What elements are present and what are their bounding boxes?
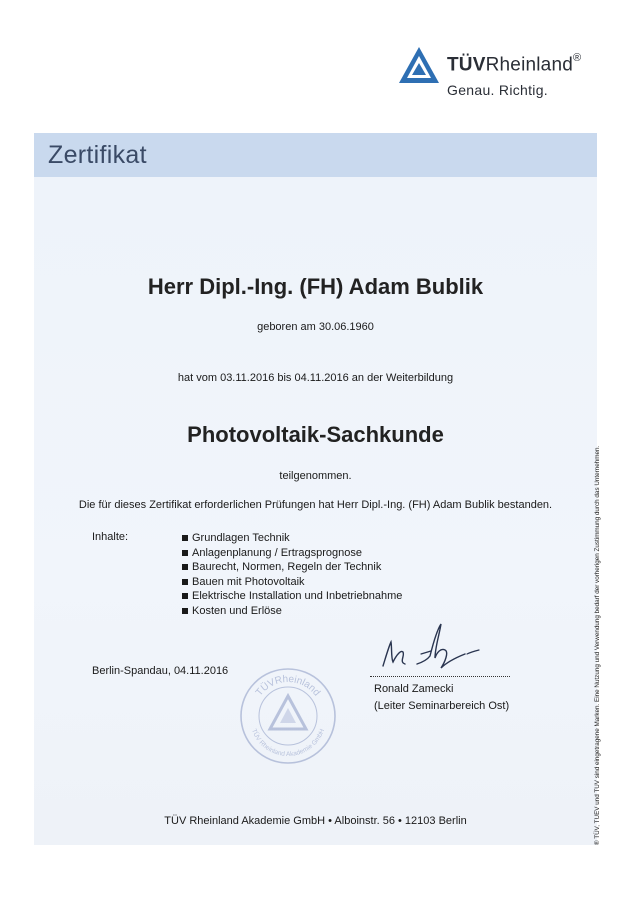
- trademark-note: ® TÜV, TUEV und TUV sind eingetragene Marken. Eine Nutzung und Verwendung bedarf der vorherigen Zustimmung durch das Unternehmen.: [594, 445, 601, 845]
- course-period: hat vom 03.11.2016 bis 04.11.2016 an der Weiterbildung: [177, 372, 454, 384]
- registered-mark: ®: [572, 52, 582, 64]
- brand-tagline: Genau. Richtig.: [447, 82, 548, 98]
- stamp-bottom-text: TÜV Rheinland Akademie GmbH: [249, 727, 327, 759]
- contents-label: Inhalte:: [92, 531, 129, 543]
- list-item: Anlagenplanung / Ertragsprognose: [182, 546, 402, 561]
- bullet-icon: [182, 535, 188, 541]
- bullet-icon: [182, 579, 188, 585]
- page-title: Zertifikat: [48, 141, 147, 169]
- participated-text: teilgenommen.: [279, 470, 352, 482]
- birth-date: geboren am 30.06.1960: [257, 321, 374, 333]
- tuv-logo: [398, 42, 608, 102]
- list-item: Bauen mit Photovoltaik: [182, 575, 402, 590]
- bullet-icon: [182, 593, 188, 599]
- handwritten-signature: [375, 618, 495, 673]
- brand-bold: TÜV: [447, 54, 486, 76]
- bullet-icon: [182, 550, 188, 556]
- brand-name: [447, 54, 581, 76]
- exam-statement: Die für dieses Zertifikat erforderlichen Prüfungen hat Herr Dipl.-Ing. (FH) Adam Bublik bestanden.: [78, 499, 553, 511]
- tuv-triangle-icon: [398, 46, 440, 84]
- list-item: Elektrische Installation und Inbetriebnahme: [182, 589, 402, 604]
- course-title: Photovoltaik-Sachkunde: [187, 422, 444, 447]
- bullet-icon: [182, 564, 188, 570]
- footer-address: TÜV Rheinland Akademie GmbH • Alboinstr. 56 • 12103 Berlin: [164, 815, 467, 827]
- list-item: Baurecht, Normen, Regeln der Technik: [182, 560, 402, 575]
- place-and-date: Berlin-Spandau, 04.11.2016: [92, 665, 229, 677]
- stamp-top-text: TÜVRheinland: [253, 673, 323, 699]
- tuv-seal-stamp: [238, 666, 338, 766]
- signer-name: Ronald Zamecki: [374, 683, 454, 695]
- list-item: Grundlagen Technik: [182, 531, 402, 546]
- recipient-name: Herr Dipl.-Ing. (FH) Adam Bublik: [147, 274, 484, 299]
- bullet-icon: [182, 608, 188, 614]
- list-item: Kosten und Erlöse: [182, 604, 402, 619]
- signature-line: [370, 676, 510, 677]
- signer-role: (Leiter Seminarbereich Ost): [374, 700, 510, 712]
- svg-text:TÜV Rheinland Akademie GmbH: [250, 728, 326, 758]
- contents-list: [182, 531, 402, 619]
- brand-regular: Rheinland: [485, 54, 573, 76]
- certificate-header-band: [34, 133, 597, 177]
